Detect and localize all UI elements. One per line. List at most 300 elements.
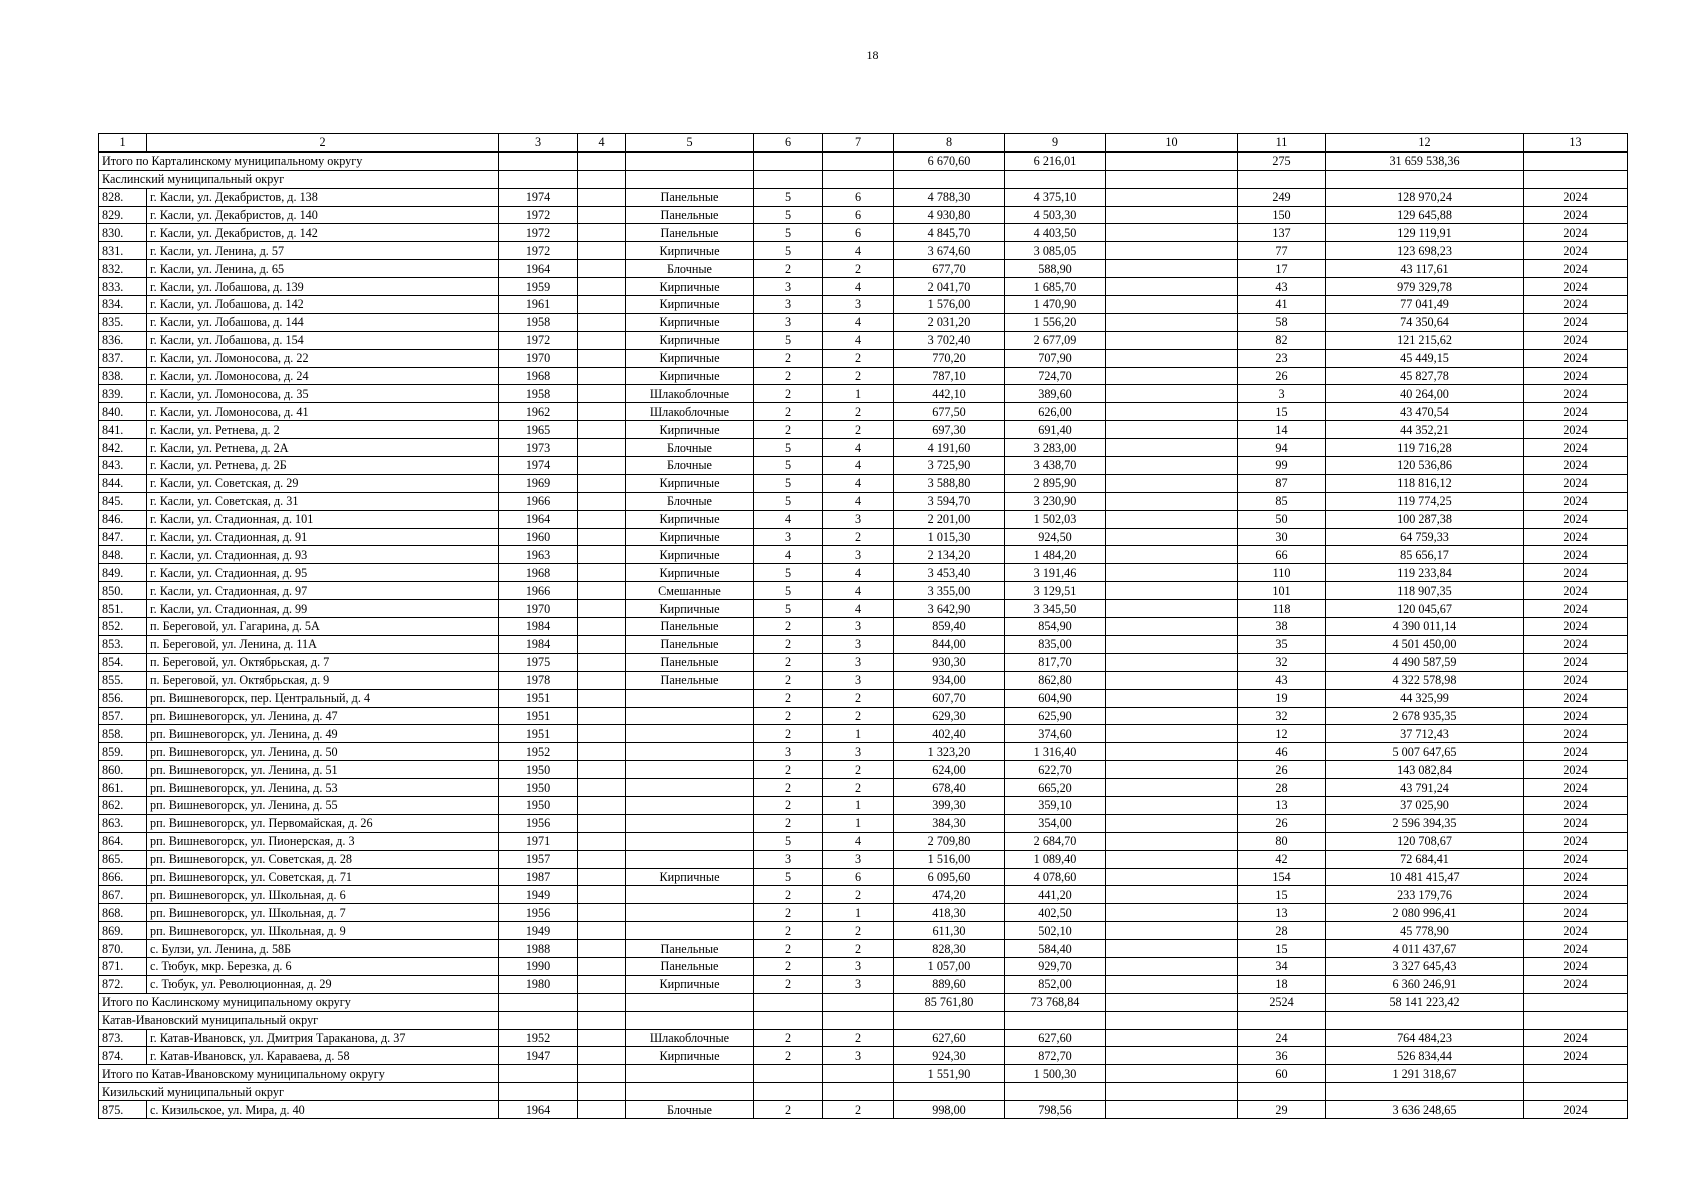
table-row <box>99 957 1628 975</box>
living-area-cell: 626,00 <box>1005 403 1106 421</box>
living-area-cell: 835,00 <box>1005 635 1106 653</box>
address-cell: г. Касли, ул. Ломоносова, д. 35 <box>147 385 499 403</box>
year-plan-cell: 2024 <box>1524 367 1628 385</box>
row-number-cell: 828. <box>99 188 147 206</box>
entrances-cell: 2 <box>823 886 894 904</box>
address-cell: п. Береговой, ул. Октябрьская, д. 7 <box>147 653 499 671</box>
living-area-cell: 2 684,70 <box>1005 832 1106 850</box>
residents-cell: 13 <box>1238 796 1326 814</box>
residents-cell: 46 <box>1238 743 1326 761</box>
residents-cell: 15 <box>1238 403 1326 421</box>
residents-cell: 82 <box>1238 331 1326 349</box>
wall-material-cell: Панельные <box>626 618 754 636</box>
cost-cell: 143 082,84 <box>1326 761 1524 779</box>
empty-cell <box>1524 1011 1628 1029</box>
address-cell: г. Касли, ул. Советская, д. 31 <box>147 492 499 510</box>
floors-cell: 2 <box>754 957 823 975</box>
wall-material-cell: Кирпичные <box>626 367 754 385</box>
entrances-cell: 4 <box>823 278 894 296</box>
year-cell: 1962 <box>499 403 578 421</box>
entrances-cell: 2 <box>823 1101 894 1119</box>
wall-material-cell: Кирпичные <box>626 296 754 314</box>
entrances-cell: 6 <box>823 188 894 206</box>
table-row <box>99 1101 1628 1119</box>
living-area-cell: 3 191,46 <box>1005 564 1106 582</box>
living-area-cell: 862,80 <box>1005 671 1106 689</box>
col10-cell <box>1106 260 1238 278</box>
living-area-cell: 1 556,20 <box>1005 313 1106 331</box>
row-number-cell: 843. <box>99 457 147 475</box>
residents-cell: 35 <box>1238 635 1326 653</box>
entrances-cell: 2 <box>823 367 894 385</box>
wall-material-cell: Кирпичные <box>626 564 754 582</box>
living-area-cell: 1 685,70 <box>1005 278 1106 296</box>
address-cell: г. Касли, ул. Советская, д. 29 <box>147 474 499 492</box>
col4-cell <box>578 474 626 492</box>
year-plan-cell: 2024 <box>1524 439 1628 457</box>
year-cell: 1951 <box>499 707 578 725</box>
address-cell: п. Береговой, ул. Ленина, д. 11А <box>147 635 499 653</box>
year-plan-cell: 2024 <box>1524 492 1628 510</box>
col10-cell <box>1106 421 1238 439</box>
cost-cell: 43 470,54 <box>1326 403 1524 421</box>
address-cell: г. Касли, ул. Ленина, д. 57 <box>147 242 499 260</box>
year-plan-cell: 2024 <box>1524 260 1628 278</box>
wall-material-cell: Панельные <box>626 188 754 206</box>
residents-cell: 12 <box>1238 725 1326 743</box>
col4-cell <box>578 206 626 224</box>
cost-cell: 44 325,99 <box>1326 689 1524 707</box>
empty-cell <box>894 1011 1005 1029</box>
total-area-cell: 678,40 <box>894 779 1005 797</box>
floors-cell: 5 <box>754 474 823 492</box>
section-label-cell: Катав-Ивановский муниципальный округ <box>99 1011 499 1029</box>
total-area-cell: 770,20 <box>894 349 1005 367</box>
year-cell: 1970 <box>499 349 578 367</box>
col10-cell <box>1106 957 1238 975</box>
residents-cell: 32 <box>1238 653 1326 671</box>
floors-cell: 4 <box>754 510 823 528</box>
entrances-cell: 2 <box>823 349 894 367</box>
total-area-cell: 2 041,70 <box>894 278 1005 296</box>
table-row <box>99 367 1628 385</box>
address-cell: г. Касли, ул. Ленина, д. 65 <box>147 260 499 278</box>
floors-cell: 2 <box>754 940 823 958</box>
col10-cell <box>1106 188 1238 206</box>
floors-cell: 5 <box>754 224 823 242</box>
year-plan-cell: 2024 <box>1524 331 1628 349</box>
col4-cell <box>578 618 626 636</box>
year-cell: 1973 <box>499 439 578 457</box>
empty-cell <box>1524 170 1628 188</box>
residents-cell: 41 <box>1238 296 1326 314</box>
total-area-cell: 474,20 <box>894 886 1005 904</box>
column-number-cell: 12 <box>1326 134 1524 152</box>
living-area-cell: 3 085,05 <box>1005 242 1106 260</box>
address-cell: г. Касли, ул. Стадионная, д. 99 <box>147 600 499 618</box>
residents-cell: 58 <box>1238 313 1326 331</box>
year-cell: 1950 <box>499 761 578 779</box>
living-area-cell: 1 470,90 <box>1005 296 1106 314</box>
year-cell: 1952 <box>499 743 578 761</box>
col10-cell <box>1106 886 1238 904</box>
row-number-cell: 837. <box>99 349 147 367</box>
col10-cell <box>1106 242 1238 260</box>
wall-material-cell <box>626 904 754 922</box>
total-area-cell: 889,60 <box>894 975 1005 993</box>
table-row <box>99 618 1628 636</box>
empty-cell <box>1005 1083 1106 1101</box>
col10-cell <box>1106 439 1238 457</box>
wall-material-cell: Панельные <box>626 635 754 653</box>
year-plan-cell: 2024 <box>1524 474 1628 492</box>
entrances-cell: 3 <box>823 743 894 761</box>
col10-cell <box>1106 510 1238 528</box>
total-row <box>99 1065 1628 1083</box>
table-row <box>99 635 1628 653</box>
year-cell: 1950 <box>499 796 578 814</box>
wall-material-cell: Блочные <box>626 260 754 278</box>
total-area-cell: 624,00 <box>894 761 1005 779</box>
total-area-cell: 4 788,30 <box>894 188 1005 206</box>
table-row <box>99 385 1628 403</box>
address-cell: рп. Вишневогорск, ул. Пионерская, д. 3 <box>147 832 499 850</box>
residents-cell: 32 <box>1238 707 1326 725</box>
year-plan-cell: 2024 <box>1524 922 1628 940</box>
living-area-cell: 1 484,20 <box>1005 546 1106 564</box>
address-cell: г. Катав-Ивановск, ул. Дмитрия Тараканова, д. 37 <box>147 1029 499 1047</box>
residents-cell: 85 <box>1238 492 1326 510</box>
table-row <box>99 975 1628 993</box>
table-row <box>99 653 1628 671</box>
residents-cell: 42 <box>1238 850 1326 868</box>
empty-cell <box>499 1011 578 1029</box>
col4-cell <box>578 224 626 242</box>
col4-cell <box>578 886 626 904</box>
col4-cell <box>578 707 626 725</box>
empty-cell <box>578 1083 626 1101</box>
total-area-cell: 787,10 <box>894 367 1005 385</box>
residents-cell: 15 <box>1238 886 1326 904</box>
living-area-cell: 2 677,09 <box>1005 331 1106 349</box>
floors-cell: 5 <box>754 206 823 224</box>
col10-cell <box>1106 975 1238 993</box>
floors-cell: 2 <box>754 904 823 922</box>
address-cell: рп. Вишневогорск, ул. Школьная, д. 9 <box>147 922 499 940</box>
section-label-cell: Каслинский муниципальный округ <box>99 170 499 188</box>
year-cell: 1990 <box>499 957 578 975</box>
year-plan-cell: 2024 <box>1524 653 1628 671</box>
empty-cell <box>754 152 823 170</box>
row-number-cell: 870. <box>99 940 147 958</box>
year-plan-cell: 2024 <box>1524 457 1628 475</box>
section-label-cell: Кизильский муниципальный округ <box>99 1083 499 1101</box>
year-plan-cell: 2024 <box>1524 188 1628 206</box>
floors-cell: 2 <box>754 814 823 832</box>
wall-material-cell <box>626 689 754 707</box>
wall-material-cell: Панельные <box>626 206 754 224</box>
col10-cell <box>1106 296 1238 314</box>
living-area-cell: 4 403,50 <box>1005 224 1106 242</box>
column-number-cell: 6 <box>754 134 823 152</box>
living-area-cell: 924,50 <box>1005 528 1106 546</box>
year-cell: 1960 <box>499 528 578 546</box>
address-cell: г. Касли, ул. Ломоносова, д. 24 <box>147 367 499 385</box>
living-area-cell: 441,20 <box>1005 886 1106 904</box>
col10-cell <box>1106 367 1238 385</box>
empty-cell <box>1524 152 1628 170</box>
residents-cell: 23 <box>1238 349 1326 367</box>
residents-cell: 13 <box>1238 904 1326 922</box>
year-cell: 1964 <box>499 510 578 528</box>
entrances-cell: 3 <box>823 957 894 975</box>
col4-cell <box>578 600 626 618</box>
year-plan-cell: 2024 <box>1524 242 1628 260</box>
year-plan-cell: 2024 <box>1524 349 1628 367</box>
table-row <box>99 546 1628 564</box>
total-area-cell: 611,30 <box>894 922 1005 940</box>
empty-cell <box>1106 1065 1238 1083</box>
cost-cell: 74 350,64 <box>1326 313 1524 331</box>
wall-material-cell: Панельные <box>626 940 754 958</box>
empty-cell <box>578 1065 626 1083</box>
living-area-cell: 691,40 <box>1005 421 1106 439</box>
table-row <box>99 725 1628 743</box>
cost-cell: 64 759,33 <box>1326 528 1524 546</box>
year-plan-cell: 2024 <box>1524 904 1628 922</box>
residents-cell: 150 <box>1238 206 1326 224</box>
total-area-cell: 677,70 <box>894 260 1005 278</box>
floors-cell: 5 <box>754 457 823 475</box>
table-row <box>99 421 1628 439</box>
wall-material-cell: Шлакоблочные <box>626 1029 754 1047</box>
col4-cell <box>578 1047 626 1065</box>
empty-cell <box>823 1065 894 1083</box>
total-label-cell: Итого по Каслинскому муниципальному округу <box>99 993 499 1011</box>
living-area-cell: 3 438,70 <box>1005 457 1106 475</box>
row-number-cell: 855. <box>99 671 147 689</box>
address-cell: г. Касли, ул. Ретнева, д. 2 <box>147 421 499 439</box>
table-row <box>99 1029 1628 1047</box>
year-cell: 1956 <box>499 904 578 922</box>
living-area-cell: 4 375,10 <box>1005 188 1106 206</box>
year-plan-cell: 2024 <box>1524 296 1628 314</box>
living-area-cell: 625,90 <box>1005 707 1106 725</box>
col10-cell <box>1106 546 1238 564</box>
floors-cell: 5 <box>754 868 823 886</box>
empty-cell <box>823 993 894 1011</box>
residents-cell: 28 <box>1238 922 1326 940</box>
wall-material-cell: Кирпичные <box>626 600 754 618</box>
table-row <box>99 510 1628 528</box>
col4-cell <box>578 528 626 546</box>
table-row <box>99 278 1628 296</box>
col10-cell <box>1106 779 1238 797</box>
cost-cell: 4 011 437,67 <box>1326 940 1524 958</box>
year-cell: 1975 <box>499 653 578 671</box>
entrances-cell: 3 <box>823 618 894 636</box>
year-plan-cell: 2024 <box>1524 313 1628 331</box>
empty-cell <box>1005 1011 1106 1029</box>
cost-cell: 526 834,44 <box>1326 1047 1524 1065</box>
residents-cell: 26 <box>1238 367 1326 385</box>
empty-cell <box>626 1065 754 1083</box>
floors-cell: 2 <box>754 689 823 707</box>
wall-material-cell: Кирпичные <box>626 331 754 349</box>
col4-cell <box>578 922 626 940</box>
col10-cell <box>1106 940 1238 958</box>
table-row <box>99 474 1628 492</box>
residents-cell: 154 <box>1238 868 1326 886</box>
col10-cell <box>1106 922 1238 940</box>
empty-cell <box>499 1065 578 1083</box>
cost-cell: 4 490 587,59 <box>1326 653 1524 671</box>
cost-sum-cell: 31 659 538,36 <box>1326 152 1524 170</box>
year-cell: 1969 <box>499 474 578 492</box>
table-row <box>99 796 1628 814</box>
col4-cell <box>578 296 626 314</box>
cost-cell: 119 233,84 <box>1326 564 1524 582</box>
table-row <box>99 779 1628 797</box>
table-row <box>99 1047 1628 1065</box>
living-area-cell: 872,70 <box>1005 1047 1106 1065</box>
total-label-cell: Итого по Карталинскому муниципальному округу <box>99 152 499 170</box>
col4-cell <box>578 725 626 743</box>
living-area-cell: 359,10 <box>1005 796 1106 814</box>
col10-cell <box>1106 331 1238 349</box>
table-row <box>99 206 1628 224</box>
residents-cell: 15 <box>1238 940 1326 958</box>
entrances-cell: 2 <box>823 707 894 725</box>
col4-cell <box>578 260 626 278</box>
entrances-cell: 3 <box>823 510 894 528</box>
year-plan-cell: 2024 <box>1524 546 1628 564</box>
col4-cell <box>578 1101 626 1119</box>
col4-cell <box>578 1029 626 1047</box>
cost-cell: 45 778,90 <box>1326 922 1524 940</box>
year-cell: 1987 <box>499 868 578 886</box>
table-row <box>99 492 1628 510</box>
year-cell: 1972 <box>499 224 578 242</box>
residents-cell: 30 <box>1238 528 1326 546</box>
address-cell: г. Касли, ул. Стадионная, д. 91 <box>147 528 499 546</box>
wall-material-cell <box>626 832 754 850</box>
cost-cell: 4 322 578,98 <box>1326 671 1524 689</box>
living-area-cell: 3 345,50 <box>1005 600 1106 618</box>
wall-material-cell: Кирпичные <box>626 975 754 993</box>
entrances-cell: 4 <box>823 331 894 349</box>
total-row <box>99 152 1628 170</box>
col4-cell <box>578 779 626 797</box>
empty-cell <box>1106 170 1238 188</box>
residents-cell: 18 <box>1238 975 1326 993</box>
total-area-cell: 3 725,90 <box>894 457 1005 475</box>
row-number-cell: 872. <box>99 975 147 993</box>
total-area-cell: 4 845,70 <box>894 224 1005 242</box>
wall-material-cell: Кирпичные <box>626 349 754 367</box>
row-number-cell: 868. <box>99 904 147 922</box>
col10-cell <box>1106 600 1238 618</box>
column-number-cell: 4 <box>578 134 626 152</box>
wall-material-cell: Кирпичные <box>626 278 754 296</box>
year-plan-cell: 2024 <box>1524 385 1628 403</box>
table-row <box>99 331 1628 349</box>
table-row <box>99 600 1628 618</box>
col10-cell <box>1106 635 1238 653</box>
col4-cell <box>578 832 626 850</box>
col10-cell <box>1106 564 1238 582</box>
row-number-cell: 860. <box>99 761 147 779</box>
residents-cell: 50 <box>1238 510 1326 528</box>
total-area-cell: 930,30 <box>894 653 1005 671</box>
cost-cell: 4 501 450,00 <box>1326 635 1524 653</box>
year-cell: 1974 <box>499 457 578 475</box>
empty-cell <box>1005 170 1106 188</box>
table-row <box>99 457 1628 475</box>
year-cell: 1952 <box>499 1029 578 1047</box>
wall-material-cell: Панельные <box>626 224 754 242</box>
col4-cell <box>578 313 626 331</box>
row-number-cell: 840. <box>99 403 147 421</box>
row-number-cell: 863. <box>99 814 147 832</box>
cost-cell: 233 179,76 <box>1326 886 1524 904</box>
year-cell: 1965 <box>499 421 578 439</box>
year-cell: 1956 <box>499 814 578 832</box>
row-number-cell: 861. <box>99 779 147 797</box>
table-body <box>99 134 1628 1119</box>
row-number-cell: 859. <box>99 743 147 761</box>
residents-cell: 99 <box>1238 457 1326 475</box>
empty-cell <box>1326 1011 1524 1029</box>
col4-cell <box>578 242 626 260</box>
living-area-cell: 707,90 <box>1005 349 1106 367</box>
row-number-cell: 854. <box>99 653 147 671</box>
cost-cell: 45 827,78 <box>1326 367 1524 385</box>
year-plan-cell: 2024 <box>1524 975 1628 993</box>
year-cell: 1951 <box>499 689 578 707</box>
wall-material-cell: Блочные <box>626 439 754 457</box>
entrances-cell: 4 <box>823 600 894 618</box>
cost-cell: 43 791,24 <box>1326 779 1524 797</box>
col4-cell <box>578 653 626 671</box>
residents-sum-cell: 2524 <box>1238 993 1326 1011</box>
total-area-sum-cell: 85 761,80 <box>894 993 1005 1011</box>
col10-cell <box>1106 224 1238 242</box>
total-area-cell: 399,30 <box>894 796 1005 814</box>
floors-cell: 5 <box>754 439 823 457</box>
year-cell: 1964 <box>499 260 578 278</box>
year-plan-cell: 2024 <box>1524 832 1628 850</box>
residents-cell: 66 <box>1238 546 1326 564</box>
column-number-cell: 3 <box>499 134 578 152</box>
year-plan-cell: 2024 <box>1524 725 1628 743</box>
year-plan-cell: 2024 <box>1524 940 1628 958</box>
address-cell: г. Касли, ул. Лобашова, д. 142 <box>147 296 499 314</box>
row-number-cell: 849. <box>99 564 147 582</box>
col10-cell <box>1106 832 1238 850</box>
address-cell: г. Касли, ул. Стадионная, д. 97 <box>147 582 499 600</box>
living-area-sum-cell: 73 768,84 <box>1005 993 1106 1011</box>
cost-cell: 5 007 647,65 <box>1326 743 1524 761</box>
address-cell: г. Касли, ул. Ретнева, д. 2Б <box>147 457 499 475</box>
cost-cell: 45 449,15 <box>1326 349 1524 367</box>
table-row <box>99 761 1628 779</box>
floors-cell: 2 <box>754 421 823 439</box>
cost-cell: 119 716,28 <box>1326 439 1524 457</box>
total-area-cell: 2 201,00 <box>894 510 1005 528</box>
table-row <box>99 349 1628 367</box>
empty-cell <box>1524 1065 1628 1083</box>
